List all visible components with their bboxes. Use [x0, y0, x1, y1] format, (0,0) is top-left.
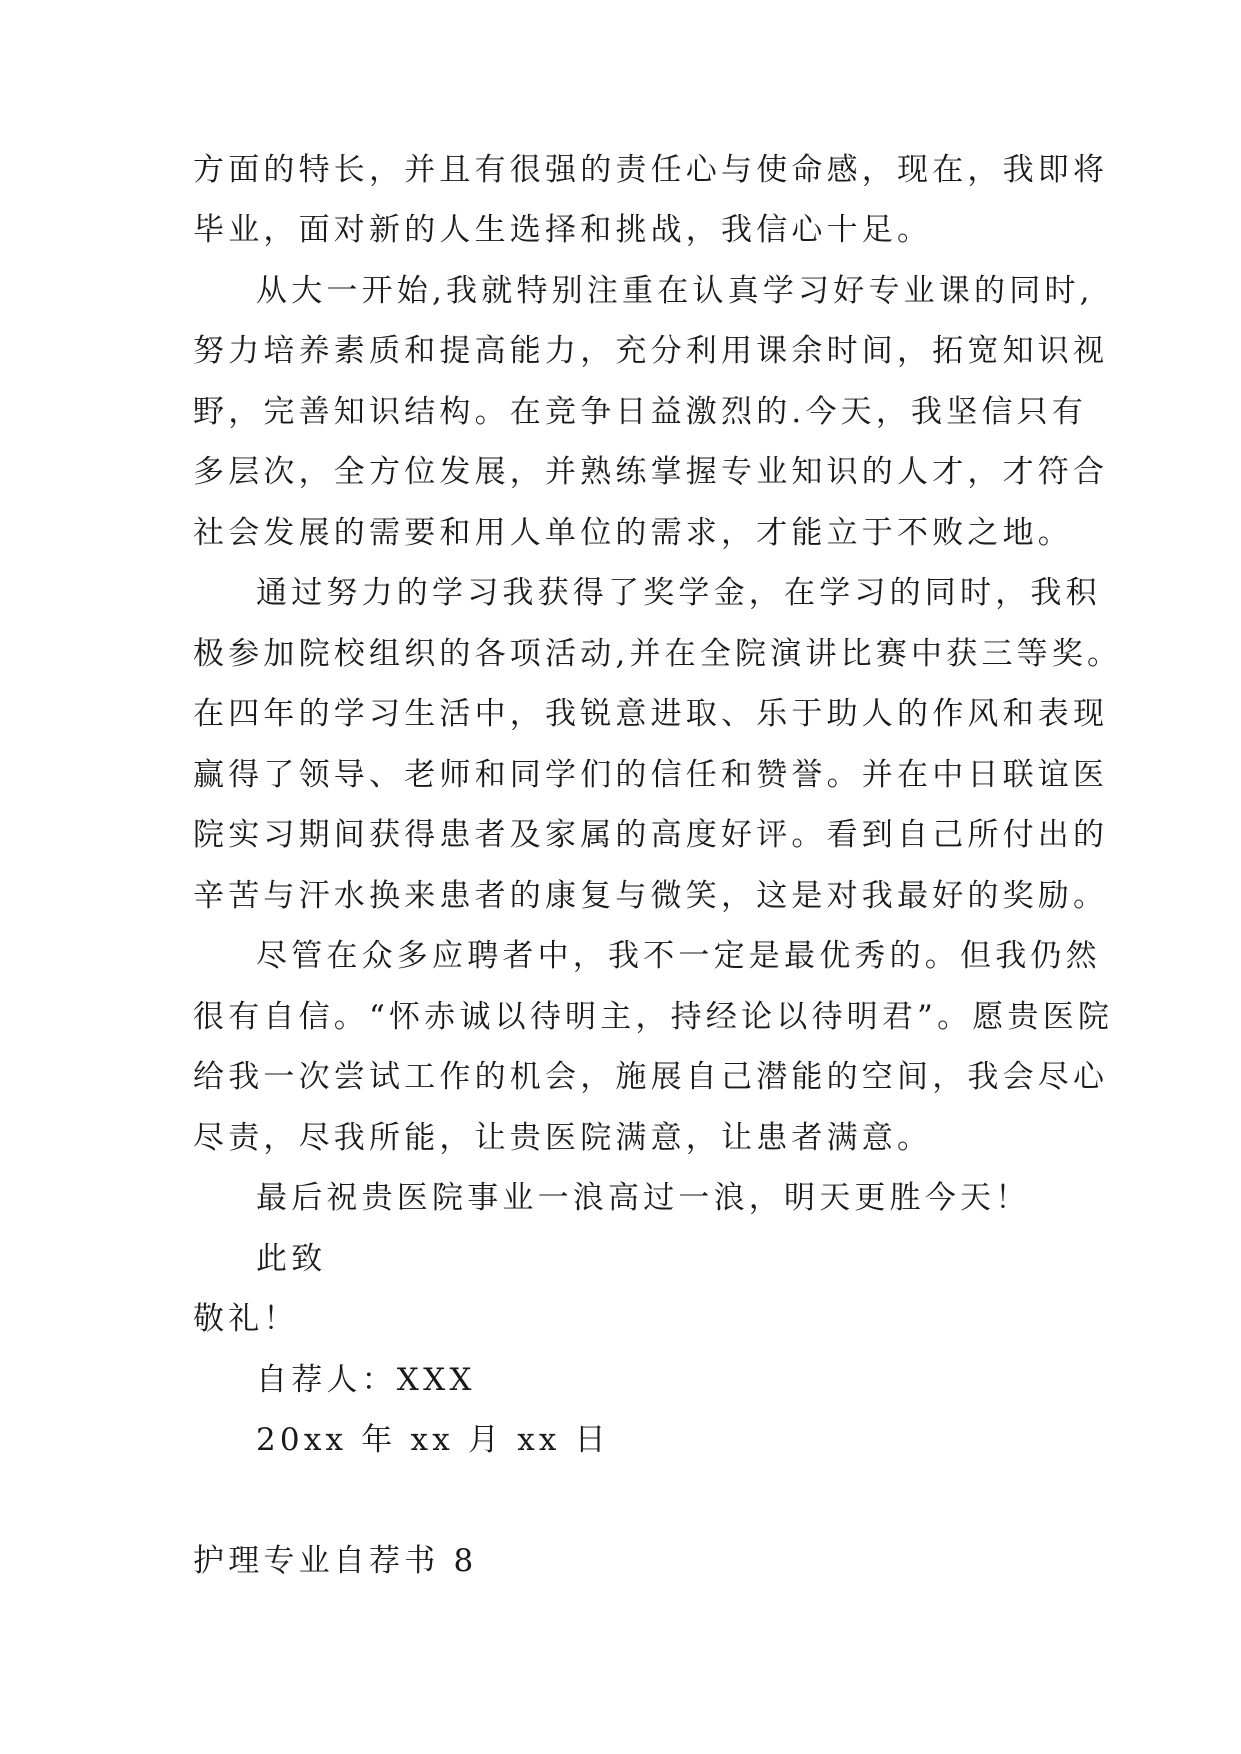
- section-heading: 护理专业自荐书 8: [193, 1543, 478, 1579]
- paragraph-line: 方面的特长，并且有很强的责任心与使命感，现在，我即将: [193, 152, 1109, 188]
- paragraph-line: 给我一次尝试工作的机会，施展自己潜能的空间，我会尽心: [193, 1059, 1109, 1095]
- salutation-jingli: 敬礼！: [193, 1301, 299, 1337]
- closing-wish: 最后祝贵医院事业一浪高过一浪，明天更胜今天！: [256, 1180, 1031, 1216]
- paragraph-line: 努力培养素质和提高能力，充分利用课余时间，拓宽知识视: [193, 333, 1109, 369]
- paragraph-line: 通过努力的学习我获得了奖学金，在学习的同时，我积: [256, 575, 1101, 611]
- paragraph-line: 尽责，尽我所能，让贵医院满意，让患者满意。: [193, 1120, 933, 1156]
- paragraph-line: 很有自信。“怀赤诚以待明主，持经论以待明君”。愿贵医院: [193, 999, 1114, 1035]
- paragraph-line: 辛苦与汗水换来患者的康复与微笑，这是对我最好的奖励。: [193, 878, 1109, 914]
- paragraph-line: 尽管在众多应聘者中，我不一定是最优秀的。但我仍然: [256, 938, 1101, 974]
- paragraph-line: 毕业，面对新的人生选择和挑战，我信心十足。: [193, 212, 933, 248]
- paragraph-line: 社会发展的需要和用人单位的需求，才能立于不败之地。: [193, 515, 1073, 551]
- paragraph-line: 赢得了领导、老师和同学们的信任和赞誉。并在中日联谊医: [193, 757, 1109, 793]
- paragraph-line: 院实习期间获得患者及家属的高度好评。看到自己所付出的: [193, 817, 1109, 853]
- paragraph-line: 多层次，全方位发展，并熟练掌握专业知识的人才，才符合: [193, 454, 1109, 490]
- salutation-cizhi: 此致: [256, 1241, 327, 1277]
- date-line: 20xx 年 xx 月 xx 日: [256, 1422, 610, 1458]
- paragraph-line: 从大一开始,我就特别注重在认真学习好专业课的同时,: [256, 273, 1094, 309]
- paragraph-line: 在四年的学习生活中，我锐意进取、乐于助人的作风和表现: [193, 696, 1109, 732]
- paragraph-line: 野，完善知识结构。在竞争日益激烈的.今天，我坚信只有: [193, 394, 1088, 430]
- paragraph-line: 极参加院校组织的各项活动,并在全院演讲比赛中获三等奖。: [193, 636, 1123, 672]
- signature: 自荐人：XXX: [256, 1362, 476, 1398]
